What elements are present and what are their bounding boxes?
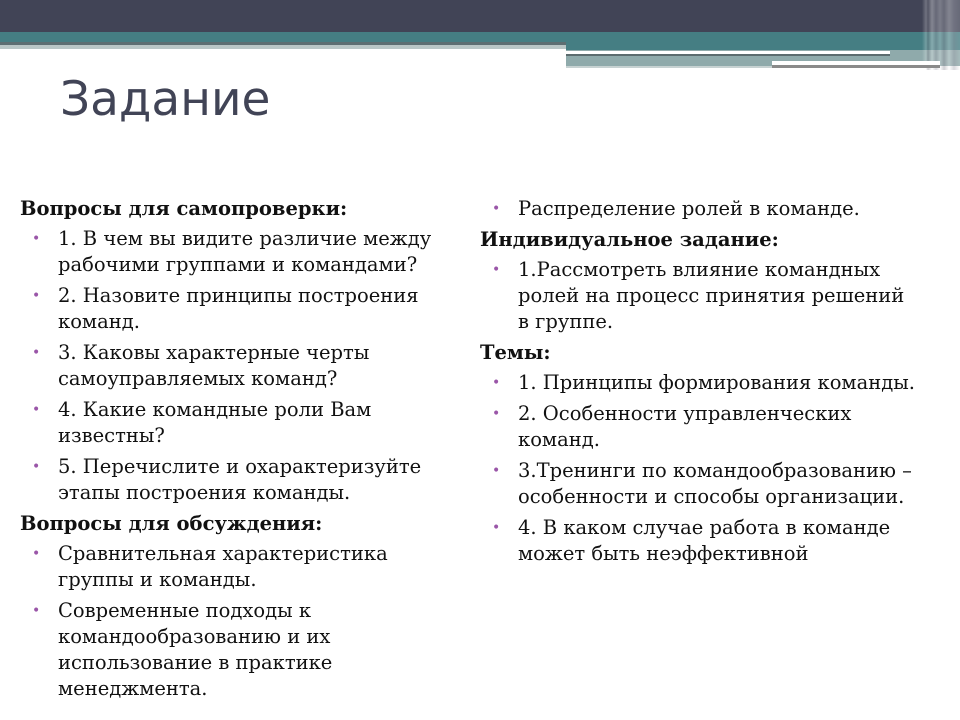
list-item-text: 2. Особенности управленческих команд. — [518, 402, 852, 451]
bullet-icon: • — [492, 262, 501, 278]
left-column — [20, 196, 460, 707]
section-heading-self-check: Вопросы для самопроверки: — [20, 197, 348, 220]
list-item — [480, 458, 920, 510]
bullet-icon: • — [32, 603, 41, 619]
list-item-text: 1. В чем вы видите различие между рабочими группами и командами? — [58, 227, 432, 276]
list-item — [480, 257, 920, 335]
bullet-icon: • — [492, 375, 501, 391]
list-item — [20, 226, 460, 278]
topics-list — [480, 370, 920, 567]
list-item-text: 3. Каковы характерные черты самоуправляемых команд? — [58, 341, 370, 390]
self-check-list — [20, 226, 460, 506]
list-item — [480, 196, 920, 222]
bullet-icon: • — [32, 288, 41, 304]
right-column — [480, 196, 920, 572]
bullet-icon: • — [492, 406, 501, 422]
list-item — [480, 401, 920, 453]
list-item — [20, 598, 460, 702]
header-vertical-stripes — [922, 0, 960, 70]
discussion-list-continued — [480, 196, 920, 222]
list-item — [480, 515, 920, 567]
section-heading-individual-task: Индивидуальное задание: — [480, 228, 779, 251]
section-heading-discussion: Вопросы для обсуждения: — [20, 512, 323, 535]
list-item-text: 5. Перечислите и охарактеризуйте этапы построения команды. — [58, 455, 422, 504]
header-navy-band — [0, 0, 960, 32]
bullet-icon: • — [32, 459, 41, 475]
bullet-icon: • — [32, 231, 41, 247]
bullet-icon: • — [32, 402, 41, 418]
list-item-text: 4. Какие командные роли Вам известны? — [58, 398, 372, 447]
slide-title: Задание — [60, 72, 271, 127]
list-item — [20, 283, 460, 335]
bullet-icon: • — [492, 463, 501, 479]
section-heading-topics: Темы: — [480, 341, 551, 364]
discussion-list — [20, 541, 460, 702]
list-item-text: 1. Принципы формирования команды. — [518, 371, 915, 394]
bullet-icon: • — [32, 345, 41, 361]
header-grey-line-2 — [772, 65, 940, 68]
list-item-text: Современные подходы к командообразованию и их использование в практике менеджмента. — [58, 599, 333, 700]
header-decoration — [0, 0, 960, 80]
header-dark-line-1 — [566, 54, 890, 56]
header-teal-band-left — [0, 32, 566, 42]
header-teal-band-right — [566, 32, 960, 50]
header-light-line-left — [0, 45, 566, 49]
list-item-text: 4. В каком случае работа в команде может быть неэффективной — [518, 516, 891, 565]
list-item — [20, 454, 460, 506]
list-item-text: 3.Тренинги по командообразованию – особенности и способы организации. — [518, 459, 912, 508]
list-item-text: 2. Назовите принципы построения команд. — [58, 284, 419, 333]
list-item-text: 1.Рассмотреть влияние командных ролей на процесс принятия решений в группе. — [518, 258, 905, 333]
individual-task-list — [480, 257, 920, 335]
bullet-icon: • — [32, 546, 41, 562]
list-item-text: Сравнительная характеристика группы и команды. — [58, 542, 388, 591]
header-fade-line — [566, 66, 772, 68]
list-item — [20, 397, 460, 449]
list-item — [20, 340, 460, 392]
list-item — [20, 541, 460, 593]
bullet-icon: • — [492, 201, 501, 217]
bullet-icon: • — [492, 520, 501, 536]
list-item — [480, 370, 920, 396]
list-item-text: Распределение ролей в команде. — [518, 197, 860, 220]
